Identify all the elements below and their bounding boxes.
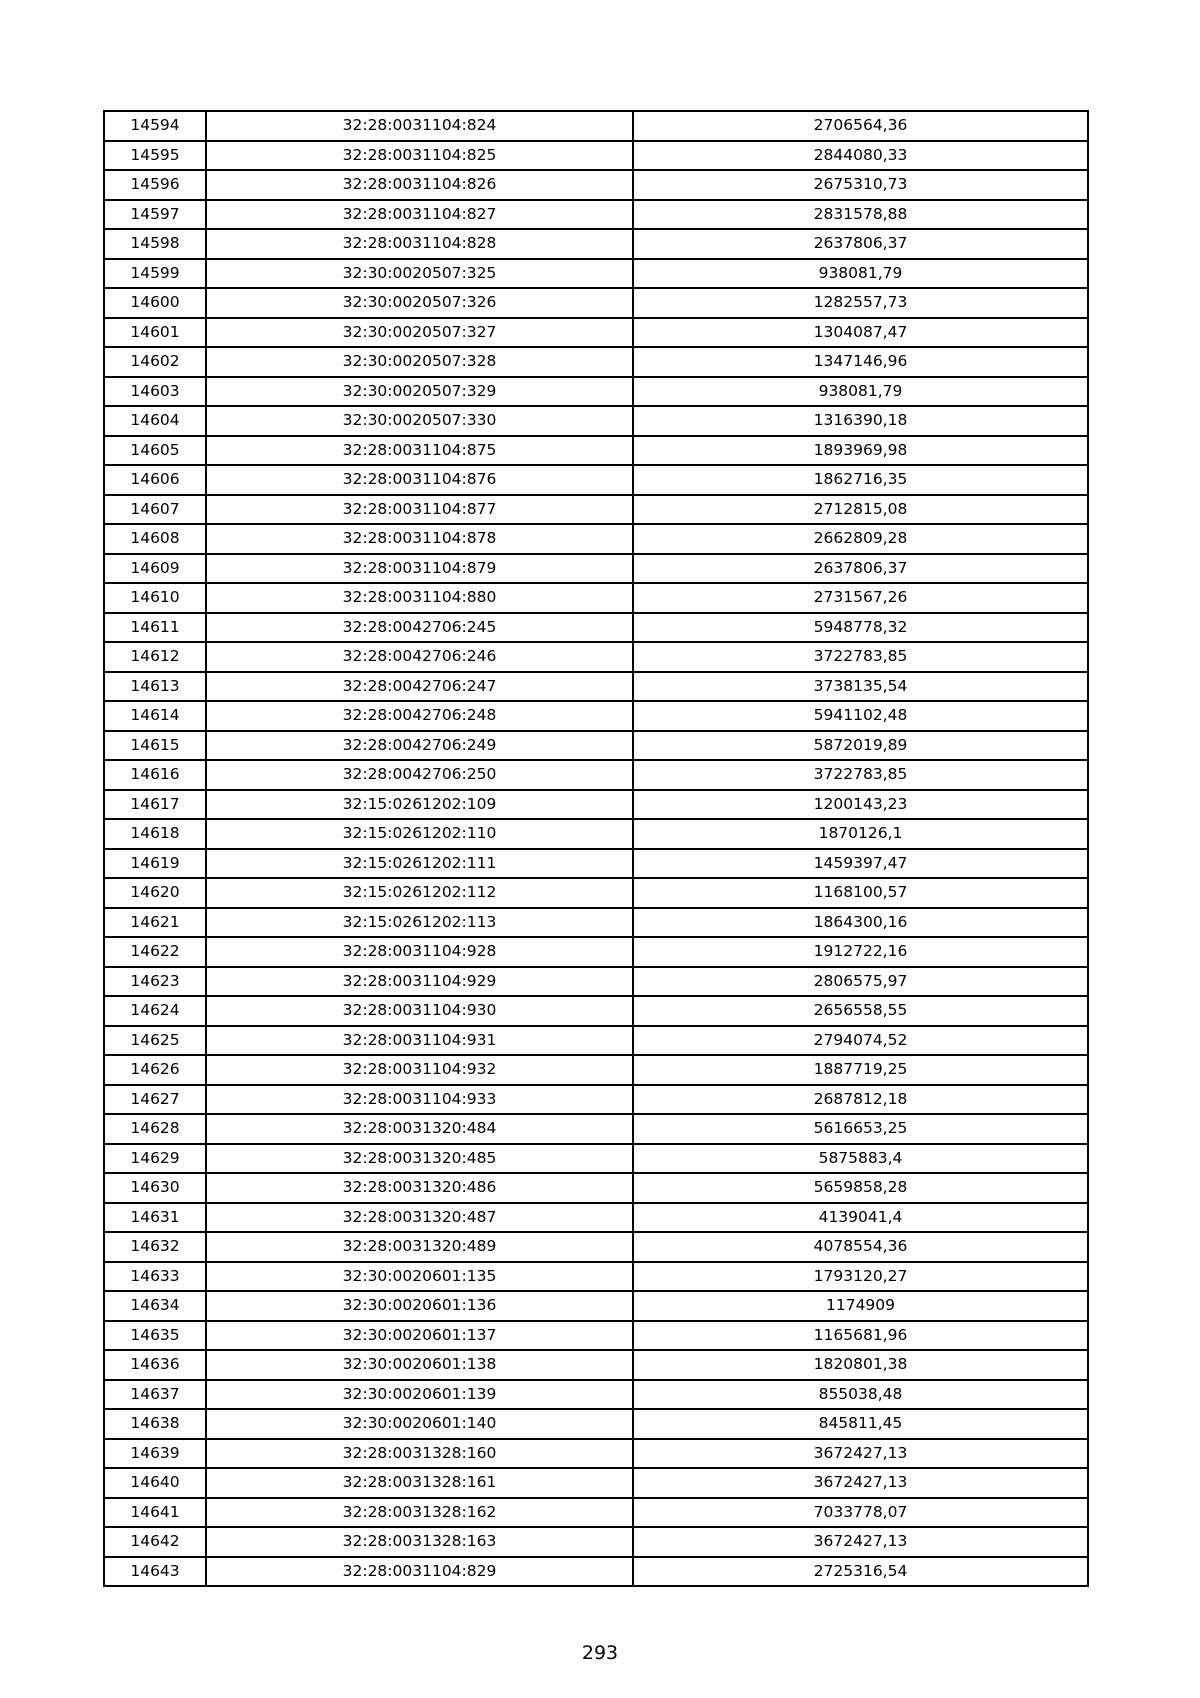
cadastral-number-cell: 32:28:0031104:931 [206,1026,633,1056]
table-row [104,1203,1088,1233]
cadastral-value-cell: 3722783,85 [633,760,1088,790]
cadastral-number-cell: 32:15:0261202:110 [206,819,633,849]
cadastral-value-cell: 2806575,97 [633,967,1088,997]
cadastral-value-cell: 2844080,33 [633,141,1088,171]
cadastral-value-cell: 2712815,08 [633,495,1088,525]
row-number-cell: 14611 [104,613,206,643]
table-row [104,1350,1088,1380]
cadastral-number-cell: 32:28:0042706:245 [206,613,633,643]
row-number-cell: 14629 [104,1144,206,1174]
cadastral-value-cell: 2662809,28 [633,524,1088,554]
table-row [104,259,1088,289]
row-number-cell: 14630 [104,1173,206,1203]
table-row [104,878,1088,908]
table-row [104,1291,1088,1321]
table-row [104,1085,1088,1115]
cadastral-number-cell: 32:28:0031104:879 [206,554,633,584]
cadastral-value-cell: 2706564,36 [633,111,1088,141]
row-number-cell: 14637 [104,1380,206,1410]
table-row [104,701,1088,731]
table-row [104,524,1088,554]
row-number-cell: 14642 [104,1527,206,1557]
row-number-cell: 14612 [104,642,206,672]
table-row [104,141,1088,171]
row-number-cell: 14599 [104,259,206,289]
table-row [104,967,1088,997]
table-row [104,495,1088,525]
cadastral-number-cell: 32:15:0261202:112 [206,878,633,908]
row-number-cell: 14633 [104,1262,206,1292]
cadastral-number-cell: 32:28:0031104:880 [206,583,633,613]
cadastral-number-cell: 32:28:0031104:877 [206,495,633,525]
table-row [104,819,1088,849]
table-row [104,583,1088,613]
cadastral-value-cell: 1820801,38 [633,1350,1088,1380]
table-row [104,1468,1088,1498]
cadastral-number-cell: 32:28:0042706:250 [206,760,633,790]
table-row [104,1055,1088,1085]
cadastral-number-cell: 32:30:0020507:327 [206,318,633,348]
cadastral-value-cell: 1893969,98 [633,436,1088,466]
cadastral-value-cell: 4078554,36 [633,1232,1088,1262]
table-row [104,613,1088,643]
cadastral-value-cell: 1304087,47 [633,318,1088,348]
cadastral-value-cell: 2725316,54 [633,1557,1088,1587]
cadastral-number-cell: 32:28:0031104:929 [206,967,633,997]
cadastral-value-cell: 1168100,57 [633,878,1088,908]
row-number-cell: 14618 [104,819,206,849]
row-number-cell: 14620 [104,878,206,908]
cadastral-number-cell: 32:28:0031104:930 [206,996,633,1026]
cadastral-value-cell: 3738135,54 [633,672,1088,702]
table-row [104,1321,1088,1351]
cadastral-number-cell: 32:28:0031104:828 [206,229,633,259]
cadastral-value-cell: 3722783,85 [633,642,1088,672]
row-number-cell: 14608 [104,524,206,554]
cadastral-number-cell: 32:28:0031104:827 [206,200,633,230]
table-row [104,731,1088,761]
cadastral-value-cell: 2831578,88 [633,200,1088,230]
table-row [104,465,1088,495]
cadastral-value-cell: 2687812,18 [633,1085,1088,1115]
cadastral-number-cell: 32:28:0031104:825 [206,141,633,171]
cadastral-value-cell: 2656558,55 [633,996,1088,1026]
cadastral-number-cell: 32:28:0031104:826 [206,170,633,200]
table-row [104,200,1088,230]
table-row [104,1232,1088,1262]
table-row [104,672,1088,702]
cadastral-number-cell: 32:30:0020507:330 [206,406,633,436]
cadastral-number-cell: 32:28:0031328:161 [206,1468,633,1498]
table-row [104,1380,1088,1410]
cadastral-value-cell: 2675310,73 [633,170,1088,200]
page-number: 293 [581,1642,619,1664]
cadastral-value-cell: 1887719,25 [633,1055,1088,1085]
row-number-cell: 14621 [104,908,206,938]
row-number-cell: 14609 [104,554,206,584]
cadastral-number-cell: 32:28:0031328:160 [206,1439,633,1469]
row-number-cell: 14613 [104,672,206,702]
row-number-cell: 14603 [104,377,206,407]
table-row [104,318,1088,348]
table-row [104,1262,1088,1292]
cadastral-number-cell: 32:30:0020601:140 [206,1409,633,1439]
cadastral-value-cell: 1200143,23 [633,790,1088,820]
table-row [104,1114,1088,1144]
row-number-cell: 14596 [104,170,206,200]
cadastral-number-cell: 32:28:0031104:875 [206,436,633,466]
cadastral-value-cell: 938081,79 [633,377,1088,407]
cadastral-number-cell: 32:28:0031320:489 [206,1232,633,1262]
cadastral-value-cell: 5872019,89 [633,731,1088,761]
cadastral-value-cell: 2794074,52 [633,1026,1088,1056]
cadastral-number-cell: 32:28:0031320:486 [206,1173,633,1203]
cadastral-value-cell: 5616653,25 [633,1114,1088,1144]
cadastral-value-cell: 1864300,16 [633,908,1088,938]
row-number-cell: 14627 [104,1085,206,1115]
row-number-cell: 14623 [104,967,206,997]
row-number-cell: 14619 [104,849,206,879]
cadastral-value-cell: 938081,79 [633,259,1088,289]
row-number-cell: 14643 [104,1557,206,1587]
row-number-cell: 14624 [104,996,206,1026]
cadastral-value-cell: 855038,48 [633,1380,1088,1410]
cadastral-value-cell: 1316390,18 [633,406,1088,436]
cadastral-value-cell: 1165681,96 [633,1321,1088,1351]
row-number-cell: 14600 [104,288,206,318]
cadastral-number-cell: 32:30:0020601:138 [206,1350,633,1380]
cadastral-number-cell: 32:28:0031104:928 [206,937,633,967]
table-row [104,1557,1088,1587]
table-row [104,554,1088,584]
cadastral-number-cell: 32:28:0031104:829 [206,1557,633,1587]
row-number-cell: 14606 [104,465,206,495]
cadastral-value-cell: 4139041,4 [633,1203,1088,1233]
cadastral-value-cell: 5948778,32 [633,613,1088,643]
cadastral-value-cell: 1912722,16 [633,937,1088,967]
table-row [104,170,1088,200]
cadastral-number-cell: 32:30:0020507:326 [206,288,633,318]
cadastral-number-cell: 32:30:0020507:328 [206,347,633,377]
cadastral-number-cell: 32:28:0031328:163 [206,1527,633,1557]
cadastral-value-cell: 5659858,28 [633,1173,1088,1203]
cadastral-value-cell: 2731567,26 [633,583,1088,613]
row-number-cell: 14640 [104,1468,206,1498]
row-number-cell: 14641 [104,1498,206,1528]
cadastral-value-cell: 1459397,47 [633,849,1088,879]
cadastral-value-cell: 3672427,13 [633,1439,1088,1469]
row-number-cell: 14628 [104,1114,206,1144]
row-number-cell: 14636 [104,1350,206,1380]
row-number-cell: 14604 [104,406,206,436]
cadastral-value-cell: 1282557,73 [633,288,1088,318]
cadastral-number-cell: 32:28:0042706:247 [206,672,633,702]
cadastral-value-cell: 3672427,13 [633,1527,1088,1557]
cadastral-value-cell: 1870126,1 [633,819,1088,849]
row-number-cell: 14607 [104,495,206,525]
cadastral-number-cell: 32:28:0031104:933 [206,1085,633,1115]
table-row [104,996,1088,1026]
cadastral-number-cell: 32:28:0031328:162 [206,1498,633,1528]
cadastral-number-cell: 32:28:0031104:932 [206,1055,633,1085]
table-row [104,937,1088,967]
row-number-cell: 14631 [104,1203,206,1233]
cadastral-number-cell: 32:30:0020507:329 [206,377,633,407]
cadastral-value-table [103,110,1089,1587]
table-row [104,1173,1088,1203]
table-row [104,1439,1088,1469]
cadastral-number-cell: 32:30:0020601:135 [206,1262,633,1292]
cadastral-value-cell: 7033778,07 [633,1498,1088,1528]
cadastral-value-cell: 845811,45 [633,1409,1088,1439]
table-row [104,1144,1088,1174]
table-body [104,111,1088,1586]
row-number-cell: 14626 [104,1055,206,1085]
row-number-cell: 14638 [104,1409,206,1439]
cadastral-number-cell: 32:30:0020601:137 [206,1321,633,1351]
table-row [104,436,1088,466]
cadastral-value-cell: 1347146,96 [633,347,1088,377]
cadastral-value-cell: 1793120,27 [633,1262,1088,1292]
cadastral-number-cell: 32:15:0261202:109 [206,790,633,820]
table-row [104,1498,1088,1528]
table-row [104,111,1088,141]
table-row [104,760,1088,790]
table-row [104,406,1088,436]
row-number-cell: 14594 [104,111,206,141]
table-row [104,849,1088,879]
cadastral-number-cell: 32:28:0031320:485 [206,1144,633,1174]
table-row [104,347,1088,377]
row-number-cell: 14595 [104,141,206,171]
cadastral-number-cell: 32:28:0031320:484 [206,1114,633,1144]
row-number-cell: 14639 [104,1439,206,1469]
cadastral-value-cell: 2637806,37 [633,229,1088,259]
row-number-cell: 14632 [104,1232,206,1262]
row-number-cell: 14616 [104,760,206,790]
cadastral-number-cell: 32:30:0020507:325 [206,259,633,289]
cadastral-number-cell: 32:28:0042706:246 [206,642,633,672]
table-row [104,642,1088,672]
cadastral-number-cell: 32:28:0042706:248 [206,701,633,731]
cadastral-number-cell: 32:30:0020601:136 [206,1291,633,1321]
row-number-cell: 14602 [104,347,206,377]
cadastral-value-cell: 3672427,13 [633,1468,1088,1498]
cadastral-value-cell: 1862716,35 [633,465,1088,495]
row-number-cell: 14635 [104,1321,206,1351]
table-row [104,790,1088,820]
cadastral-value-cell: 5875883,4 [633,1144,1088,1174]
cadastral-number-cell: 32:15:0261202:113 [206,908,633,938]
row-number-cell: 14634 [104,1291,206,1321]
row-number-cell: 14598 [104,229,206,259]
table-row [104,1026,1088,1056]
row-number-cell: 14625 [104,1026,206,1056]
row-number-cell: 14622 [104,937,206,967]
cadastral-number-cell: 32:28:0031320:487 [206,1203,633,1233]
table-row [104,229,1088,259]
table-row [104,1409,1088,1439]
cadastral-value-cell: 1174909 [633,1291,1088,1321]
cadastral-value-cell: 5941102,48 [633,701,1088,731]
table-row [104,377,1088,407]
table-row [104,1527,1088,1557]
row-number-cell: 14601 [104,318,206,348]
cadastral-number-cell: 32:28:0031104:824 [206,111,633,141]
row-number-cell: 14610 [104,583,206,613]
cadastral-number-cell: 32:28:0031104:876 [206,465,633,495]
cadastral-number-cell: 32:28:0031104:878 [206,524,633,554]
cadastral-value-cell: 2637806,37 [633,554,1088,584]
table-row [104,288,1088,318]
row-number-cell: 14614 [104,701,206,731]
row-number-cell: 14597 [104,200,206,230]
row-number-cell: 14615 [104,731,206,761]
table-row [104,908,1088,938]
row-number-cell: 14605 [104,436,206,466]
cadastral-number-cell: 32:30:0020601:139 [206,1380,633,1410]
cadastral-number-cell: 32:28:0042706:249 [206,731,633,761]
cadastral-number-cell: 32:15:0261202:111 [206,849,633,879]
row-number-cell: 14617 [104,790,206,820]
